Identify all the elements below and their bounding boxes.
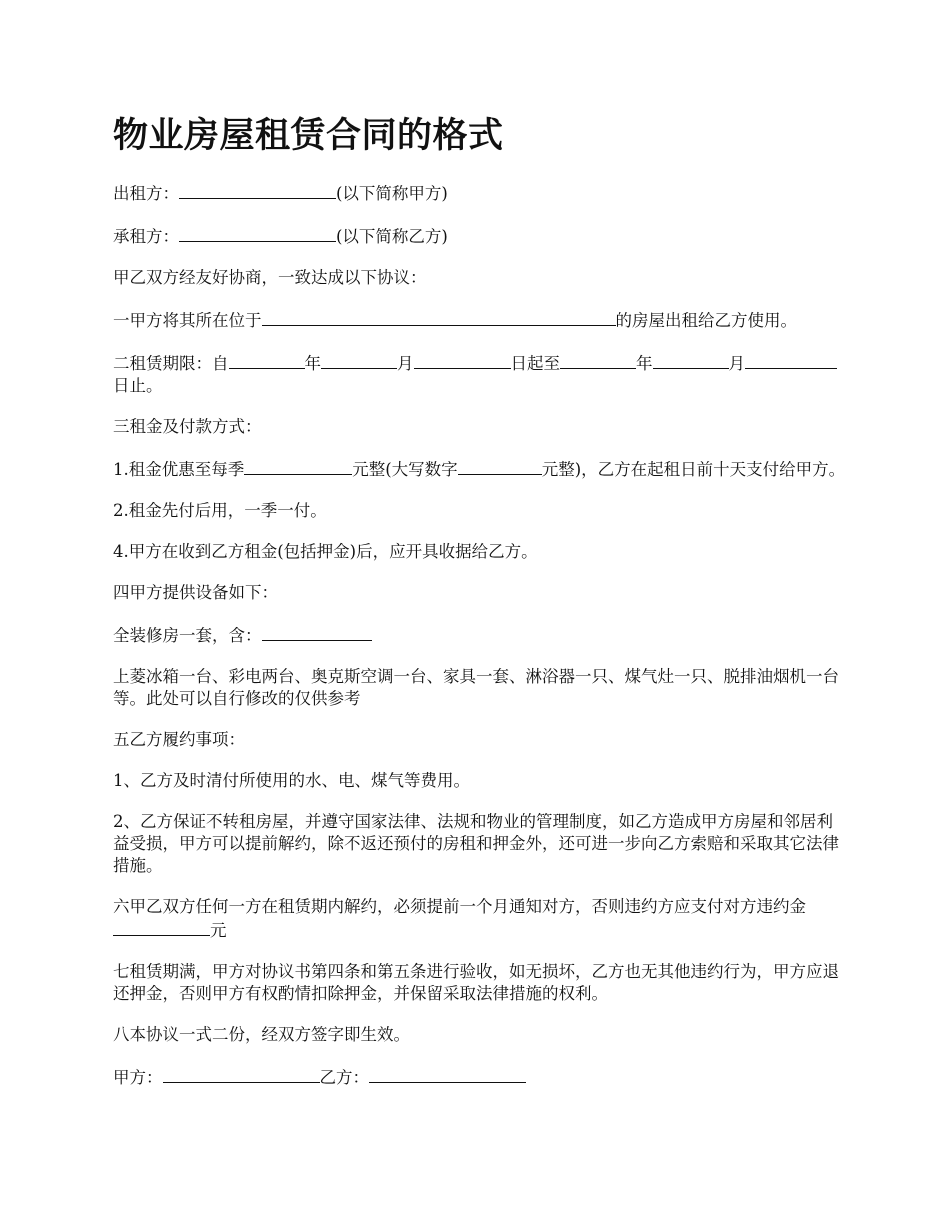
lessee-label: 承租方：: [113, 227, 179, 246]
clause-1-text-b: 的房屋出租给乙方使用。: [615, 311, 797, 330]
lessor-line: [113, 181, 848, 205]
penalty-blank: [113, 918, 210, 936]
clause-1-location: [113, 308, 848, 332]
term-text-e: 年: [636, 354, 653, 373]
end-day-blank-1: [745, 351, 821, 369]
end-year-blank: [560, 351, 636, 369]
party-b-signature-blank: [369, 1065, 526, 1083]
clause-5-item-2: 2、乙方保证不转租房屋，并遵守国家法律、法规和物业的管理制度，如乙方造成甲方房屋和邻居利益受损，甲方可以提前解约，除不返还预付的房租和押金外，还可进一步向乙方索赔和采取其它法律措施。: [113, 812, 839, 875]
rent-text-b: 元整(大写数字: [352, 460, 458, 479]
clause-1-text-a: 一甲方将其所在位于: [113, 311, 262, 330]
clause-3-item-1: [113, 457, 848, 481]
term-text-a: 二租赁期限：自: [113, 354, 229, 373]
term-text-b: 年: [304, 354, 321, 373]
lessor-label: 出租方：: [113, 184, 179, 203]
term-text-d: 日起至: [510, 354, 560, 373]
clause-3-heading: 三租金及付款方式：: [113, 417, 262, 436]
document-page: [113, 112, 848, 1108]
signature-line: [113, 1065, 848, 1089]
clause-4-equipment: 上菱冰箱一台、彩电两台、奥克斯空调一台、家具一套、淋浴器一只、煤气灶一只、脱排油烟机一台等。此处可以自行修改的仅供参考: [113, 667, 839, 708]
furnished-text: 全装修房一套，含：: [113, 626, 262, 645]
rent-amount-blank: [244, 457, 352, 475]
document-title: 物业房屋租赁合同的格式: [113, 116, 504, 156]
party-a-label: 甲方：: [113, 1068, 163, 1087]
rent-text-a: 1.租金优惠至每季: [113, 460, 245, 479]
rent-words-blank: [458, 457, 542, 475]
term-text-f: 月: [728, 354, 745, 373]
clause-4-heading: 四甲方提供设备如下：: [113, 583, 278, 602]
location-blank: [262, 308, 616, 326]
end-day-blank-2: [821, 351, 837, 369]
lessor-blank: [179, 181, 336, 199]
clause-4-furnished: [113, 623, 848, 647]
termination-text-b: 元: [210, 921, 227, 940]
furnished-blank: [262, 623, 372, 641]
clause-3-item-4: 4.甲方在收到乙方租金(包括押金)后，应开具收据给乙方。: [113, 542, 538, 561]
party-a-signature-blank: [163, 1065, 320, 1083]
start-day-blank: [414, 351, 511, 369]
lessor-suffix: (以下简称甲方): [336, 184, 448, 203]
clause-7-expiry: 七租赁期满，甲方对协议书第四条和第五条进行验收，如无损坏，乙方也无其他违约行为，甲方应退还押金，否则甲方有权酌情扣除押金，并保留采取法律措施的权利。: [113, 962, 839, 1003]
clause-5-heading: 五乙方履约事项：: [113, 730, 245, 749]
termination-text-a: 六甲乙双方任何一方在租赁期内解约，必须提前一个月通知对方，否则违约方应支付对方违约金: [113, 897, 806, 916]
rent-text-c: 元整)，乙方在起租日前十天支付给甲方。: [541, 460, 846, 479]
party-b-label: 乙方：: [319, 1068, 369, 1087]
start-year-blank: [229, 351, 305, 369]
lessee-line: [113, 224, 848, 248]
clause-6-termination: [113, 896, 848, 942]
lessee-blank: [179, 224, 336, 242]
lessee-suffix: (以下简称乙方): [336, 227, 448, 246]
clause-2-term: [113, 351, 848, 397]
clause-3-item-2: 2.租金先付后用，一季一付。: [113, 501, 327, 520]
agreement-intro: 甲乙双方经友好协商，一致达成以下协议：: [113, 268, 427, 287]
term-text-g: 日止。: [113, 376, 163, 395]
term-text-c: 月: [397, 354, 414, 373]
start-month-blank: [321, 351, 397, 369]
end-month-blank: [653, 351, 729, 369]
clause-8-effect: 八本协议一式二份，经双方签字即生效。: [113, 1025, 410, 1044]
clause-5-item-1: 1、乙方及时清付所使用的水、电、煤气等费用。: [113, 771, 470, 790]
